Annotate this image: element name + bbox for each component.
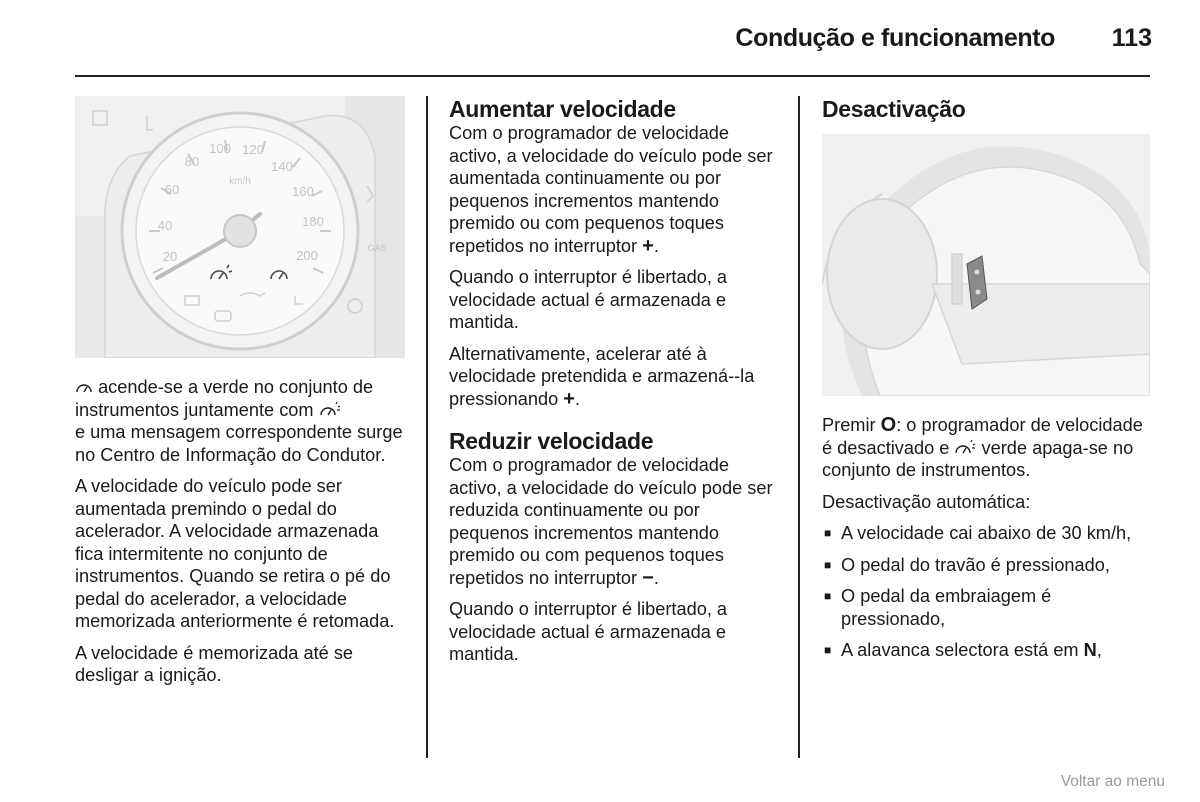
- list-item: ■ O pedal da embraiagem é pressionado,: [822, 585, 1157, 630]
- list-item: ■ O pedal do travão é pressionado,: [822, 554, 1157, 577]
- gauge-label: 200: [296, 248, 318, 263]
- back-to-menu-link[interactable]: Voltar ao menu: [1060, 773, 1165, 790]
- minus-symbol: −: [642, 566, 654, 589]
- steering-wheel-illustration: [822, 134, 1150, 396]
- plus-symbol: +: [563, 387, 575, 410]
- gauge-label: 80: [184, 154, 200, 169]
- plus-symbol: +: [642, 234, 654, 257]
- paragraph-release: Quando o interruptor é libertado, a velocidade actual é armazenada e mantida.: [449, 267, 728, 332]
- o-symbol: O: [880, 414, 897, 436]
- fuel-label: GAS: [367, 243, 387, 253]
- column-left: [75, 96, 410, 696]
- column-divider: [426, 96, 428, 758]
- column-middle: [449, 96, 784, 675]
- gauge-label: 60: [164, 182, 180, 197]
- gauge-label: 180: [302, 214, 324, 229]
- page-header-title: Condução e funcionamento: [735, 24, 1055, 52]
- page-number: 113: [1111, 24, 1152, 52]
- gear-n-label: N: [1083, 640, 1097, 660]
- paragraph-reduce: Com o programador de velocidade activo, a velocidade do veículo pode ser reduzida continuamente ou por pequenos incrementos mantendo premido ou com pequenos toques repetidos no interruptor −.: [449, 455, 773, 589]
- paragraph-indicator: [75, 376, 410, 466]
- heading-increase-speed: Aumentar velocidade: [449, 96, 676, 122]
- paragraph-accelerator: A velocidade do veículo pode ser aumentada premindo o pedal do acelerador. A velocidade armazenada fica intermitente no conjunto de instrumentos. Quando se retira o pé do pedal do acelerador, a velocidade memorizada anteriormente é retomada.: [75, 476, 395, 631]
- gauge-unit: km/h: [229, 176, 251, 187]
- paragraph-alternative: Alternativamente, acelerar até à velocidade pretendida e armazená--la pressionando +.: [449, 343, 755, 410]
- list-item-text: A alavanca selectora está em: [841, 640, 1079, 660]
- deactivate-text-continued: verde apaga-se no conjunto de instrumentos.: [822, 437, 1134, 480]
- instrument-cluster-illustration: [75, 96, 405, 358]
- column-divider: [798, 96, 800, 758]
- deactivate-text: : o programador de velocidade é desactivado e: [822, 415, 1143, 458]
- list-item: [822, 639, 1157, 662]
- list-item: ■ A velocidade cai abaixo de 30 km/h,: [822, 522, 1157, 545]
- paragraph-memory: A velocidade é memorizada até se desligar a ignição.: [75, 642, 354, 685]
- gauge-label: 20: [162, 249, 178, 264]
- cruise-control-standby-icon: [954, 439, 976, 456]
- paragraph-release-2: Quando o interruptor é libertado, a velocidade actual é armazenada e mantida.: [449, 599, 728, 664]
- cruise-control-icon: [75, 380, 93, 395]
- paragraph-increase: Com o programador de velocidade activo, a velocidade do veículo pode ser aumentada continuamente ou por pequenos incrementos mantendo premido ou com pequenos toques repetidos no interruptor +.: [449, 123, 773, 257]
- deactivation-list: [822, 522, 1157, 662]
- paragraph-auto-deactivation: Desactivação automática:: [822, 491, 1031, 512]
- gauge-label: 140: [271, 159, 293, 174]
- gauge-label: 100: [209, 141, 231, 156]
- list-item-suffix: ,: [1096, 640, 1102, 660]
- column-right: [822, 96, 1157, 671]
- heading-deactivation: Desactivação: [822, 96, 966, 122]
- paragraph-deactivate: [822, 414, 1157, 482]
- gauge-label: 160: [292, 184, 314, 199]
- press-text: Premir: [822, 415, 876, 435]
- gauge-label: 120: [242, 142, 264, 157]
- heading-reduce-speed: Reduzir velocidade: [449, 428, 654, 454]
- indicator-text-continued: e uma mensagem correspondente surge no Centro de Informação do Condutor.: [75, 422, 403, 465]
- header-rule: [75, 75, 1150, 77]
- increase-text: Com o programador de velocidade activo, a velocidade do veículo pode ser aumentada continuamente ou por pequenos incrementos mantendo premido ou com pequenos toques repetidos no interruptor: [449, 123, 773, 256]
- indicator-text: acende-se a verde no conjunto de instrumentos juntamente com: [75, 377, 374, 420]
- cruise-control-standby-icon: [319, 401, 341, 418]
- gauge-label: 40: [157, 218, 173, 233]
- alternative-text: Alternativamente, acelerar até à velocidade pretendida e armazená--la pressionando: [449, 343, 755, 409]
- reduce-text: Com o programador de velocidade activo, a velocidade do veículo pode ser reduzida continuamente ou por pequenos incrementos mantendo premido ou com pequenos toques repetidos no interruptor: [449, 455, 773, 588]
